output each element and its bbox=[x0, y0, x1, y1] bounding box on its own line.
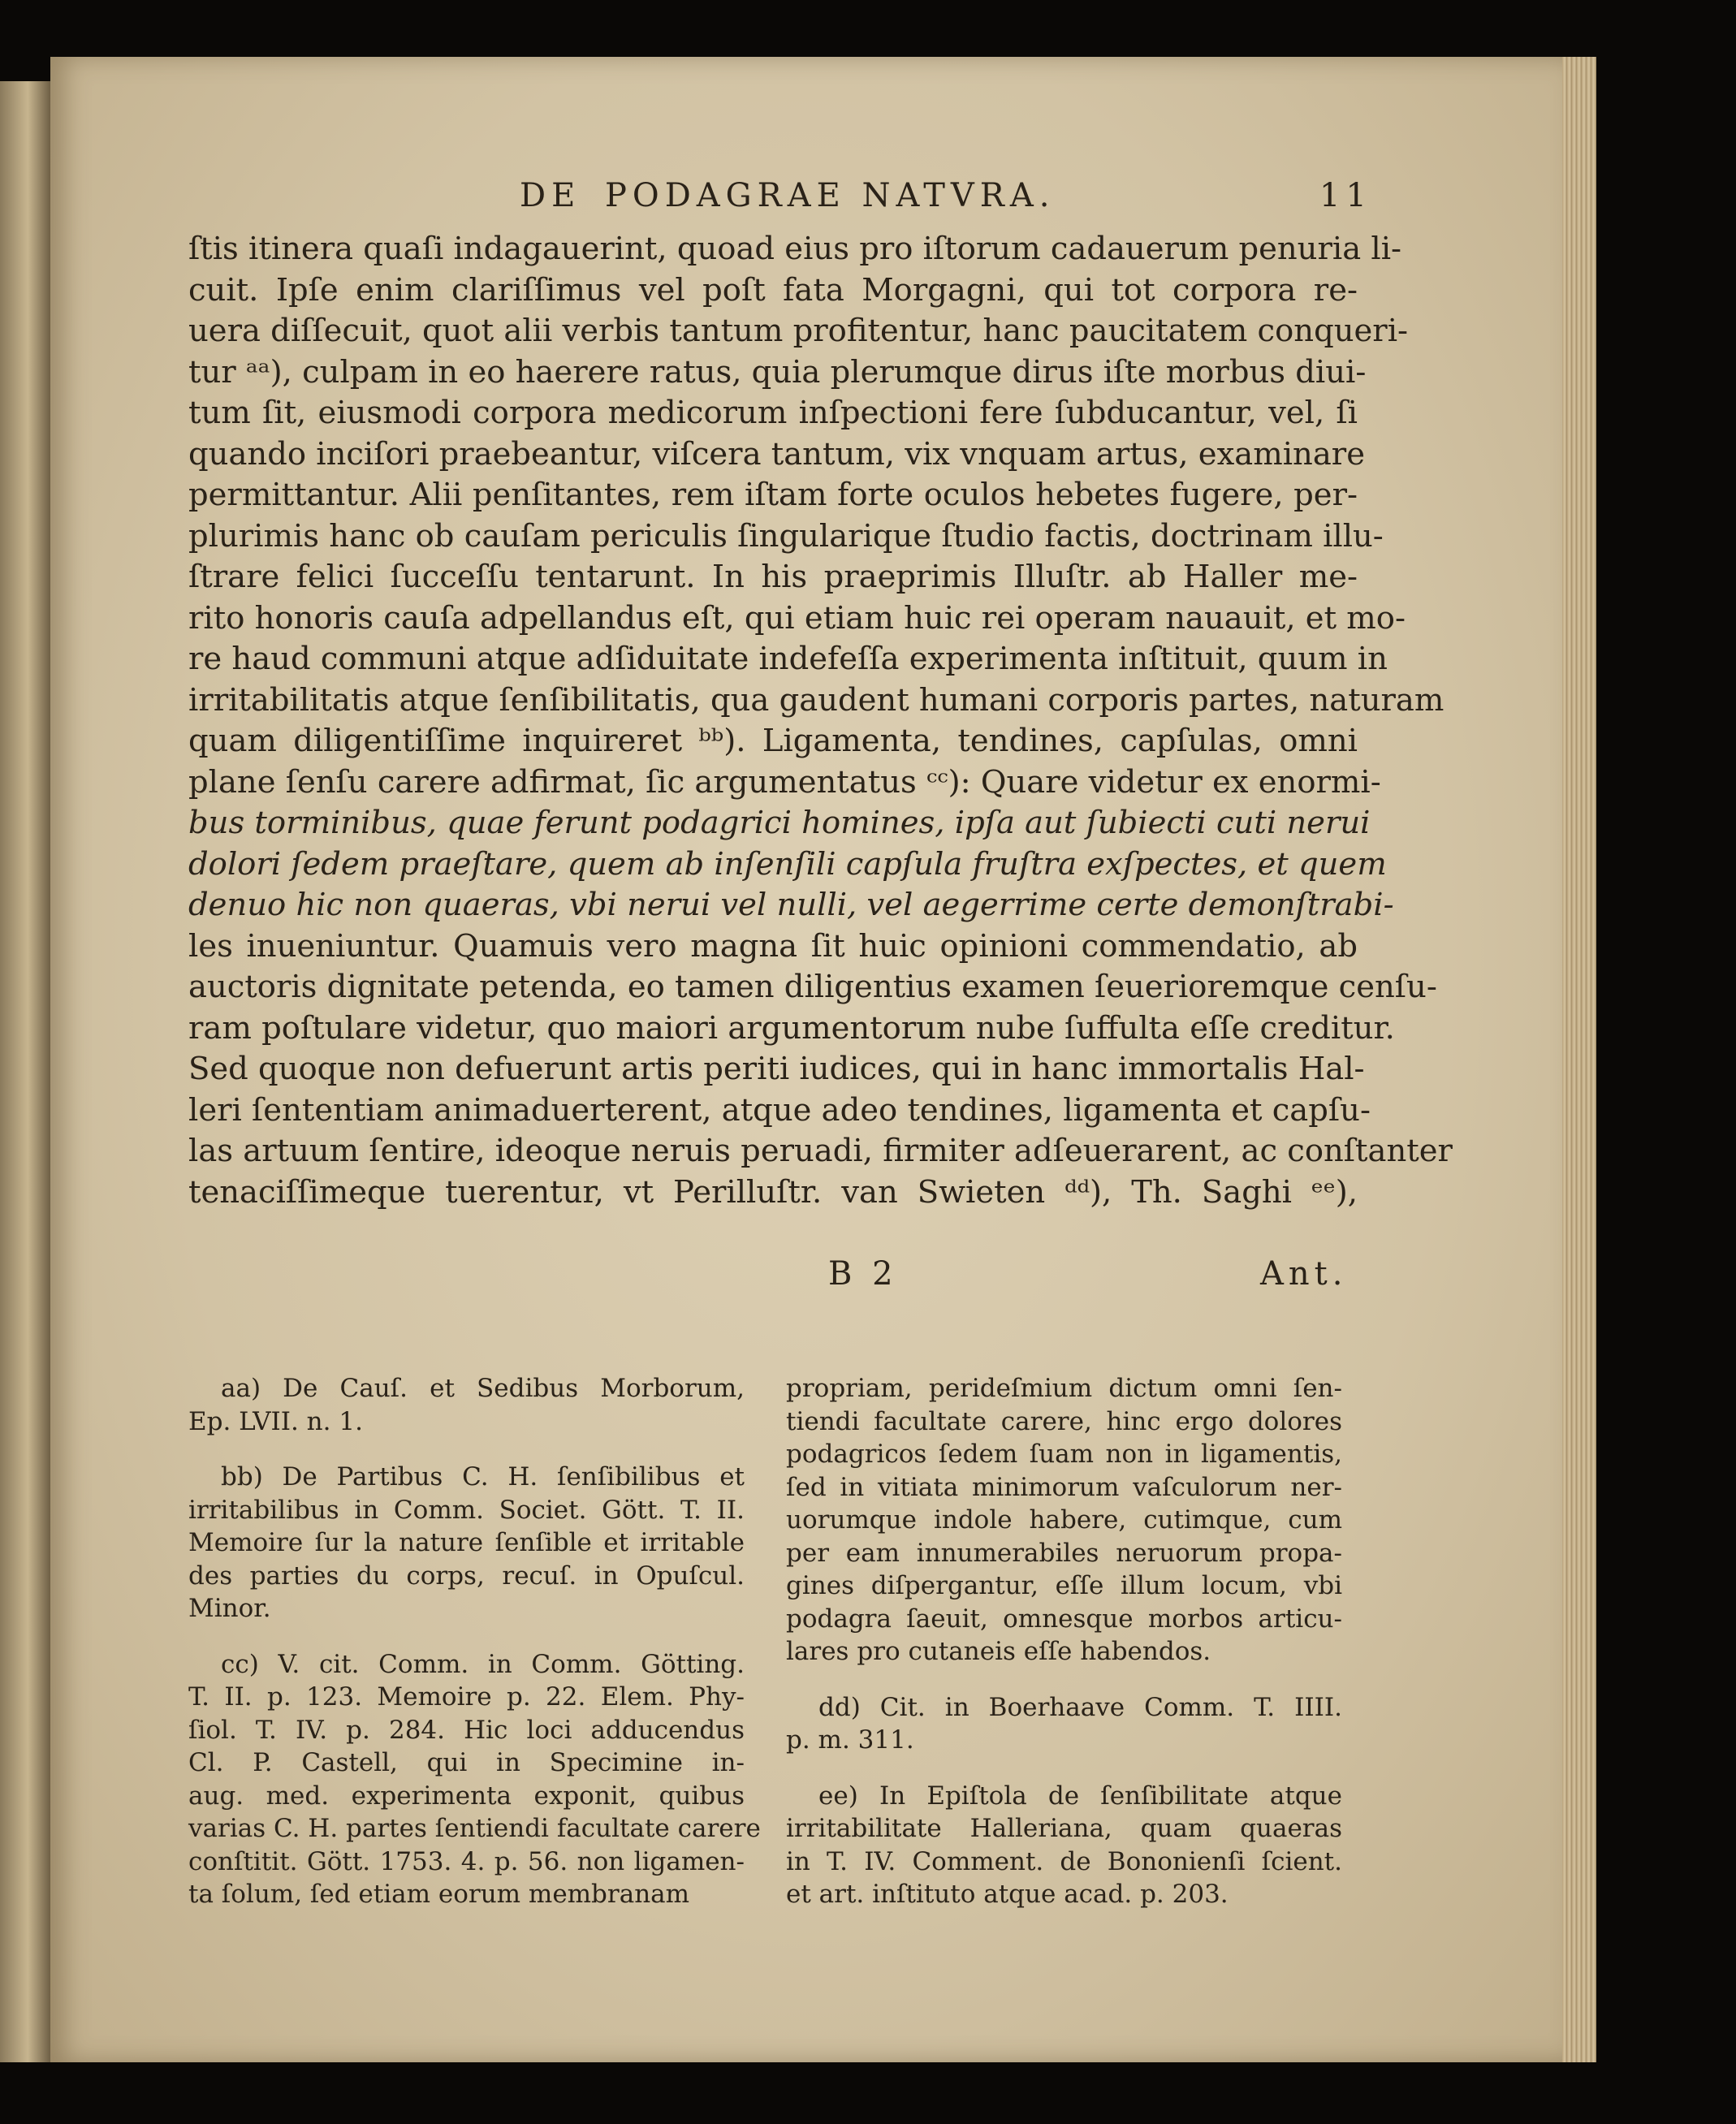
text-line: plane ſenſu carere adfirmat, ſic argumentatus ᶜᶜ): Quare videtur ex enormi- bbox=[188, 763, 1381, 801]
footnote-line: podagra ſaeuit, omnesque morbos articu- bbox=[786, 1604, 1342, 1634]
text-line: cuit. Ipſe enim clariſſimus vel poſt fata Morgagni, qui tot corpora re- bbox=[188, 271, 1358, 309]
footnote bbox=[188, 1461, 745, 1625]
footnotes-right-column bbox=[786, 1372, 1342, 1911]
footnote-line: uorumque indole habere, cutimque, cum bbox=[786, 1505, 1342, 1535]
footnote-line: propriam, perideſmium dictum omni ſen- bbox=[786, 1374, 1342, 1403]
footnote-line: Ep. LVII. n. 1. bbox=[188, 1406, 363, 1436]
footnote bbox=[188, 1648, 761, 1911]
text-line: tur ᵃᵃ), culpam in eo haerere ratus, quia plerumque dirus iſte morbus diui- bbox=[188, 353, 1367, 391]
footnote-line: Memoire ſur la nature ſenſible et irritable bbox=[188, 1528, 745, 1557]
footnote bbox=[786, 1372, 1342, 1669]
footnote-line: irritabilitate Halleriana, quam quaeras bbox=[786, 1814, 1342, 1843]
footnote-line: conſtitit. Gött. 1753. 4. p. 56. non ligamen- bbox=[188, 1846, 745, 1876]
text-line: tenaciſſimeque tuerentur, vt Perilluſtr. van Swieten ᵈᵈ), Th. Saghi ᵉᵉ), bbox=[188, 1173, 1358, 1211]
text-line: permittantur. Alii penſitantes, rem iſtam forte oculos hebetes fugere, per- bbox=[188, 477, 1358, 513]
footnote-line: aa) De Cauſ. et Sedibus Morborum, bbox=[221, 1374, 745, 1403]
text-line: quam diligentiſſime inquireret ᵇᵇ). Ligamenta, tendines, capſulas, omni bbox=[188, 723, 1358, 759]
main-text bbox=[188, 229, 1453, 1213]
footnote-line: ee) In Epiſtola de ſenſibilitate atque bbox=[818, 1781, 1342, 1811]
footnote-line: et art. inſtituto atque acad. p. 203. bbox=[786, 1880, 1229, 1909]
footnote-line: podagricos ſedem ſuam non in ligamentis, bbox=[786, 1440, 1342, 1469]
text-line: plurimis hanc ob cauſam periculis ſingularique ſtudio factis, doctrinam illu- bbox=[188, 517, 1384, 555]
page-edges bbox=[1562, 57, 1596, 2062]
footnote bbox=[786, 1780, 1342, 1911]
text-line: las artuum ſentire, ideoque neruis peruadi, firmiter adſeuerarent, ac conſtanter bbox=[188, 1133, 1453, 1169]
footnote bbox=[188, 1372, 745, 1438]
footnote bbox=[786, 1691, 1342, 1757]
text-line: bus torminibus, quae ferunt podagrici homines, ipſa aut ſubiecti cuti nerui bbox=[188, 805, 1371, 841]
footnotes-left-column bbox=[188, 1372, 761, 1911]
footnote-line: tiendi facultate carere, hinc ergo dolores bbox=[786, 1406, 1342, 1436]
text-line: dolori ſedem praeſtare, quem ab inſenſili capſula fruſtra exſpectes, et quem bbox=[188, 845, 1387, 883]
text-line: les inueniuntur. Quamuis vero magna ſit huic opinioni commendatio, ab bbox=[188, 927, 1358, 965]
footnote-line: Cl. P. Castell, qui in Specimine in- bbox=[188, 1748, 745, 1777]
footnote-line: p. m. 311. bbox=[786, 1725, 914, 1755]
footnote-line: bb) De Partibus C. H. ſenſibilibus et bbox=[221, 1462, 745, 1492]
footnote-line: des parties du corps, recuſ. in Opuſcul. bbox=[188, 1561, 745, 1591]
footnote-line: per eam innumerabiles neruorum propa- bbox=[786, 1538, 1342, 1568]
footnote-line: T. II. p. 123. Memoire p. 22. Elem. Phy- bbox=[188, 1682, 745, 1712]
text-line: quando inciſori praebeantur, viſcera tantum, vix vnquam artus, examinare bbox=[188, 435, 1365, 473]
footnote-line: ta ſolum, ſed etiam eorum membranam bbox=[188, 1880, 690, 1909]
footnote-line: in T. IV. Comment. de Bononienſi ſcient. bbox=[786, 1846, 1342, 1876]
signature-mark: B 2 bbox=[828, 1255, 898, 1293]
text-line: rito honoris cauſa adpellandus eſt, qui etiam huic rei operam nauauit, et mo- bbox=[188, 599, 1406, 637]
running-head-prefix: DE bbox=[520, 177, 581, 214]
footnote-line: aug. med. experimenta exponit, quibus bbox=[188, 1781, 745, 1811]
catchword: Ant. bbox=[1260, 1255, 1348, 1293]
footnote-line: lares pro cutaneis eſſe habendos. bbox=[786, 1637, 1211, 1666]
footnote-line: irritabilibus in Comm. Societ. Gött. T. II. bbox=[188, 1495, 745, 1525]
text-line: uera diſſecuit, quot alii verbis tantum profitentur, hanc paucitatem conqueri- bbox=[188, 313, 1409, 349]
text-line: ſtis itinera quaſi indagauerint, quoad eius pro iſtorum cadauerum penuria li- bbox=[188, 231, 1402, 267]
footnote-line: gines diſpergantur, eſſe illum locum, vbi bbox=[786, 1571, 1342, 1600]
footnote-line: cc) V. cit. Comm. in Comm. Götting. bbox=[221, 1649, 745, 1679]
text-line: ſtrare felici ſucceſſu tentarunt. In his praeprimis Illuſtr. ab Haller me- bbox=[188, 559, 1358, 595]
footnote-line: dd) Cit. in Boerhaave Comm. T. IIII. bbox=[818, 1692, 1342, 1722]
footnote-line: ſiol. T. IV. p. 284. Hic loci adducendus bbox=[188, 1715, 745, 1745]
text-line: auctoris dignitate petenda, eo tamen diligentius examen ſeuerioremque cenſu- bbox=[188, 969, 1437, 1005]
text-line: leri ſententiam animaduerterent, atque adeo tendines, ligamenta et capſu- bbox=[188, 1091, 1371, 1129]
running-head-title: PODAGRAE NATVRA. bbox=[605, 177, 1056, 214]
footnote-line: ſed in vitiata minimorum vaſculorum ner- bbox=[786, 1472, 1342, 1502]
text-line: irritabilitatis atque ſenſibilitatis, qua gaudent humani corporis partes, naturam bbox=[188, 681, 1445, 719]
text-line: tum ſit, eiusmodi corpora medicorum inſpectioni fere ſubducantur, vel, ſi bbox=[188, 395, 1358, 431]
footnote-line: varias C. H. partes ſentiendi facultate carere bbox=[188, 1814, 761, 1843]
left-page-edge bbox=[0, 81, 50, 2062]
text-line: re haud communi atque adſiduitate indefeſſa experimenta inſtituit, quum in bbox=[188, 641, 1388, 677]
text-line: Sed quoque non defuerunt artis periti iudices, qui in hanc immortalis Hal- bbox=[188, 1051, 1365, 1087]
text-line: denuo hic non quaeras, vbi nerui vel nulli, vel aegerrime certe demonſtrabi- bbox=[188, 887, 1394, 923]
footnote-line: Minor. bbox=[188, 1594, 271, 1623]
text-line: ram poſtulare videtur, quo maiori argumentorum nube ſuffulta eſſe creditur. bbox=[188, 1009, 1395, 1047]
page-number: 11 bbox=[1319, 177, 1372, 214]
